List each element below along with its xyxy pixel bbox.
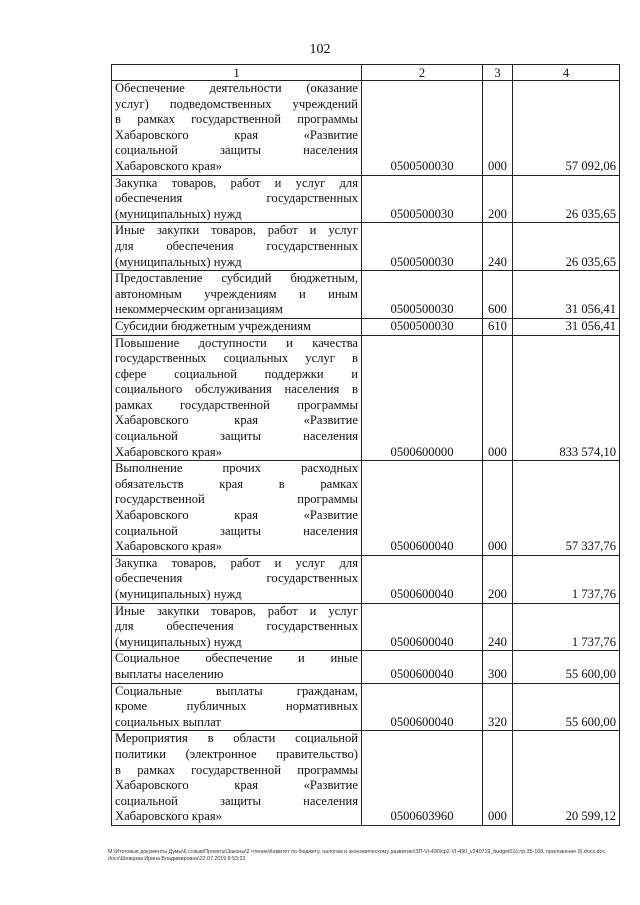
expense-item-name-line: социальных выплат bbox=[115, 714, 221, 729]
expense-item-name-line: социального обслуживания населения в bbox=[115, 382, 358, 397]
expense-item-name-line: Закупка товаров, работ и услуг для bbox=[115, 175, 358, 190]
amount-value: 31 056,41 bbox=[513, 271, 620, 319]
amount-value: 26 035,65 bbox=[513, 175, 620, 223]
table-row bbox=[112, 335, 620, 461]
column-header: 1 bbox=[112, 65, 362, 81]
column-header: 2 bbox=[362, 65, 483, 81]
expense-item-name bbox=[112, 555, 362, 603]
expense-item-name-line: в рамках государственной программы bbox=[115, 762, 358, 777]
expense-item-name-line: (муниципальных) нужд bbox=[115, 634, 242, 649]
amount-value: 833 574,10 bbox=[513, 335, 620, 461]
expense-item-name bbox=[112, 683, 362, 731]
expense-item-name-line: Хабаровского края» bbox=[115, 444, 222, 459]
target-article-code: 0500603960 bbox=[362, 731, 483, 826]
expense-item-name-line: Иные закупки товаров, работ и услуг bbox=[115, 603, 358, 618]
expense-item-name-line: рамках государственной программы bbox=[115, 397, 358, 412]
expense-item-name bbox=[112, 223, 362, 271]
amount-value: 57 337,76 bbox=[513, 461, 620, 556]
amount-value: 1 737,76 bbox=[513, 603, 620, 651]
expense-item-name-line: Хабаровского края «Развитие bbox=[115, 127, 358, 142]
expense-item-name-line: Субсидии бюджетным учреждениям bbox=[115, 318, 311, 333]
amount-value: 1 737,76 bbox=[513, 555, 620, 603]
expense-item-name-line: обязательств края в рамках bbox=[115, 476, 358, 491]
table-row bbox=[112, 461, 620, 556]
expense-item-name-line: (муниципальных) нужд bbox=[115, 206, 242, 221]
expense-item-name-line: Закупка товаров, работ и услуг для bbox=[115, 555, 358, 570]
target-article-code: 0500600000 bbox=[362, 335, 483, 461]
amount-value: 55 600,00 bbox=[513, 683, 620, 731]
expense-item-name-line: социальной защиты населения bbox=[115, 793, 358, 808]
expense-item-name bbox=[112, 81, 362, 176]
expense-item-name-line: социальной защиты населения bbox=[115, 429, 358, 444]
expense-item-name-line: Хабаровского края «Развитие bbox=[115, 778, 358, 793]
amount-value: 57 092,06 bbox=[513, 81, 620, 176]
expense-item-name bbox=[112, 461, 362, 556]
expense-item-name-line: политики (электронное правительство) bbox=[115, 746, 358, 761]
expense-item-name-line: услуг) подведомственных учреждений bbox=[115, 96, 358, 111]
table-row bbox=[112, 555, 620, 603]
expense-item-name-line: некоммерческим организациям bbox=[115, 302, 283, 317]
expense-item-name-line: Повышение доступности и качества bbox=[115, 335, 358, 350]
expense-item-name-line: Предоставление субсидий бюджетным, bbox=[115, 271, 358, 286]
column-header: 3 bbox=[483, 65, 513, 81]
expense-type-code: 610 bbox=[483, 318, 513, 335]
expense-item-name-line: для обеспечения государственных bbox=[115, 619, 358, 634]
expense-type-code: 600 bbox=[483, 271, 513, 319]
table-row bbox=[112, 603, 620, 651]
expense-item-name-line: Социальные выплаты гражданам, bbox=[115, 683, 358, 698]
expense-item-name-line: Иные закупки товаров, работ и услуг bbox=[115, 223, 358, 238]
expense-item-name-line: Обеспечение деятельности (оказание bbox=[115, 81, 358, 95]
document-path-footer: M:\Итоговые документы Думы\6 созыв\Проекты\Законы\2 чтение\Комитет по бюджету, налогам и экономическому развитию\ЗП-VI-490\ср2-VI-490_v240719_budget01(стр.35-108, приложение 9).docx.doc.docx\Шевцова Ирина Владимировна\22.07.2019 8:53:23 bbox=[108, 849, 607, 862]
expense-type-code: 000 bbox=[483, 335, 513, 461]
expense-item-name bbox=[112, 651, 362, 683]
expense-item-name bbox=[112, 335, 362, 461]
table-row bbox=[112, 81, 620, 176]
table-row bbox=[112, 175, 620, 223]
target-article-code: 0500500030 bbox=[362, 318, 483, 335]
target-article-code: 0500500030 bbox=[362, 271, 483, 319]
expense-item-name bbox=[112, 603, 362, 651]
expense-type-code: 200 bbox=[483, 175, 513, 223]
expense-item-name bbox=[112, 318, 362, 335]
expense-item-name-line: Хабаровского края» bbox=[115, 809, 222, 824]
target-article-code: 0500600040 bbox=[362, 651, 483, 683]
page-number: 102 bbox=[309, 42, 331, 57]
target-article-code: 0500600040 bbox=[362, 555, 483, 603]
expense-item-name-line: (муниципальных) нужд bbox=[115, 254, 242, 269]
table-row bbox=[112, 651, 620, 683]
expense-item-name-line: социальной защиты населения bbox=[115, 523, 358, 538]
expense-type-code: 240 bbox=[483, 223, 513, 271]
expense-item-name-line: выплаты населению bbox=[115, 666, 224, 681]
target-article-code: 0500600040 bbox=[362, 683, 483, 731]
amount-value: 20 599,12 bbox=[513, 731, 620, 826]
amount-value: 26 035,65 bbox=[513, 223, 620, 271]
column-header: 4 bbox=[513, 65, 620, 81]
target-article-code: 0500500030 bbox=[362, 175, 483, 223]
table-row bbox=[112, 318, 620, 335]
expense-item-name bbox=[112, 175, 362, 223]
expense-item-name-line: (муниципальных) нужд bbox=[115, 587, 242, 601]
expense-item-name-line: Хабаровского края» bbox=[115, 539, 222, 554]
table-header-row bbox=[112, 65, 620, 81]
expense-type-code: 240 bbox=[483, 603, 513, 651]
expense-type-code: 000 bbox=[483, 731, 513, 826]
expense-item-name-line: обеспечения государственных bbox=[115, 191, 358, 206]
table-row bbox=[112, 683, 620, 731]
expense-item-name-line: Хабаровского края «Развитие bbox=[115, 508, 358, 523]
target-article-code: 0500500030 bbox=[362, 223, 483, 271]
expense-type-code: 300 bbox=[483, 651, 513, 683]
target-article-code: 0500600040 bbox=[362, 461, 483, 556]
expense-item-name-line: обеспечения государственных bbox=[115, 571, 358, 586]
expense-item-name-line: Мероприятия в области социальной bbox=[115, 731, 358, 746]
expense-item-name-line: Выполнение прочих расходных bbox=[115, 461, 358, 476]
expense-item-name-line: кроме публичных нормативных bbox=[115, 699, 358, 714]
expense-type-code: 000 bbox=[483, 81, 513, 176]
expense-type-code: 200 bbox=[483, 555, 513, 603]
expense-item-name-line: социальной защиты населения bbox=[115, 143, 358, 158]
expense-type-code: 320 bbox=[483, 683, 513, 731]
target-article-code: 0500600040 bbox=[362, 603, 483, 651]
expense-item-name-line: Социальное обеспечение и иные bbox=[115, 651, 358, 666]
expense-item-name-line: Хабаровского края «Развитие bbox=[115, 413, 358, 428]
expense-item-name-line: для обеспечения государственных bbox=[115, 238, 358, 253]
amount-value: 31 056,41 bbox=[513, 318, 620, 335]
expense-type-code: 000 bbox=[483, 461, 513, 556]
amount-value: 55 600,00 bbox=[513, 651, 620, 683]
expense-item-name bbox=[112, 731, 362, 826]
expense-item-name bbox=[112, 271, 362, 319]
expense-item-name-line: автономным учреждениям и иным bbox=[115, 286, 358, 301]
budget-table bbox=[111, 64, 620, 826]
expense-item-name-line: государственной программы bbox=[115, 492, 358, 507]
target-article-code: 0500500030 bbox=[362, 81, 483, 176]
table-row bbox=[112, 271, 620, 319]
expense-item-name-line: сфере социальной поддержки и bbox=[115, 366, 358, 381]
expense-item-name-line: Хабаровского края» bbox=[115, 158, 222, 173]
table-row bbox=[112, 223, 620, 271]
expense-item-name-line: государственных социальных услуг в bbox=[115, 351, 358, 366]
table-row bbox=[112, 731, 620, 826]
expense-item-name-line: в рамках государственной программы bbox=[115, 112, 358, 127]
